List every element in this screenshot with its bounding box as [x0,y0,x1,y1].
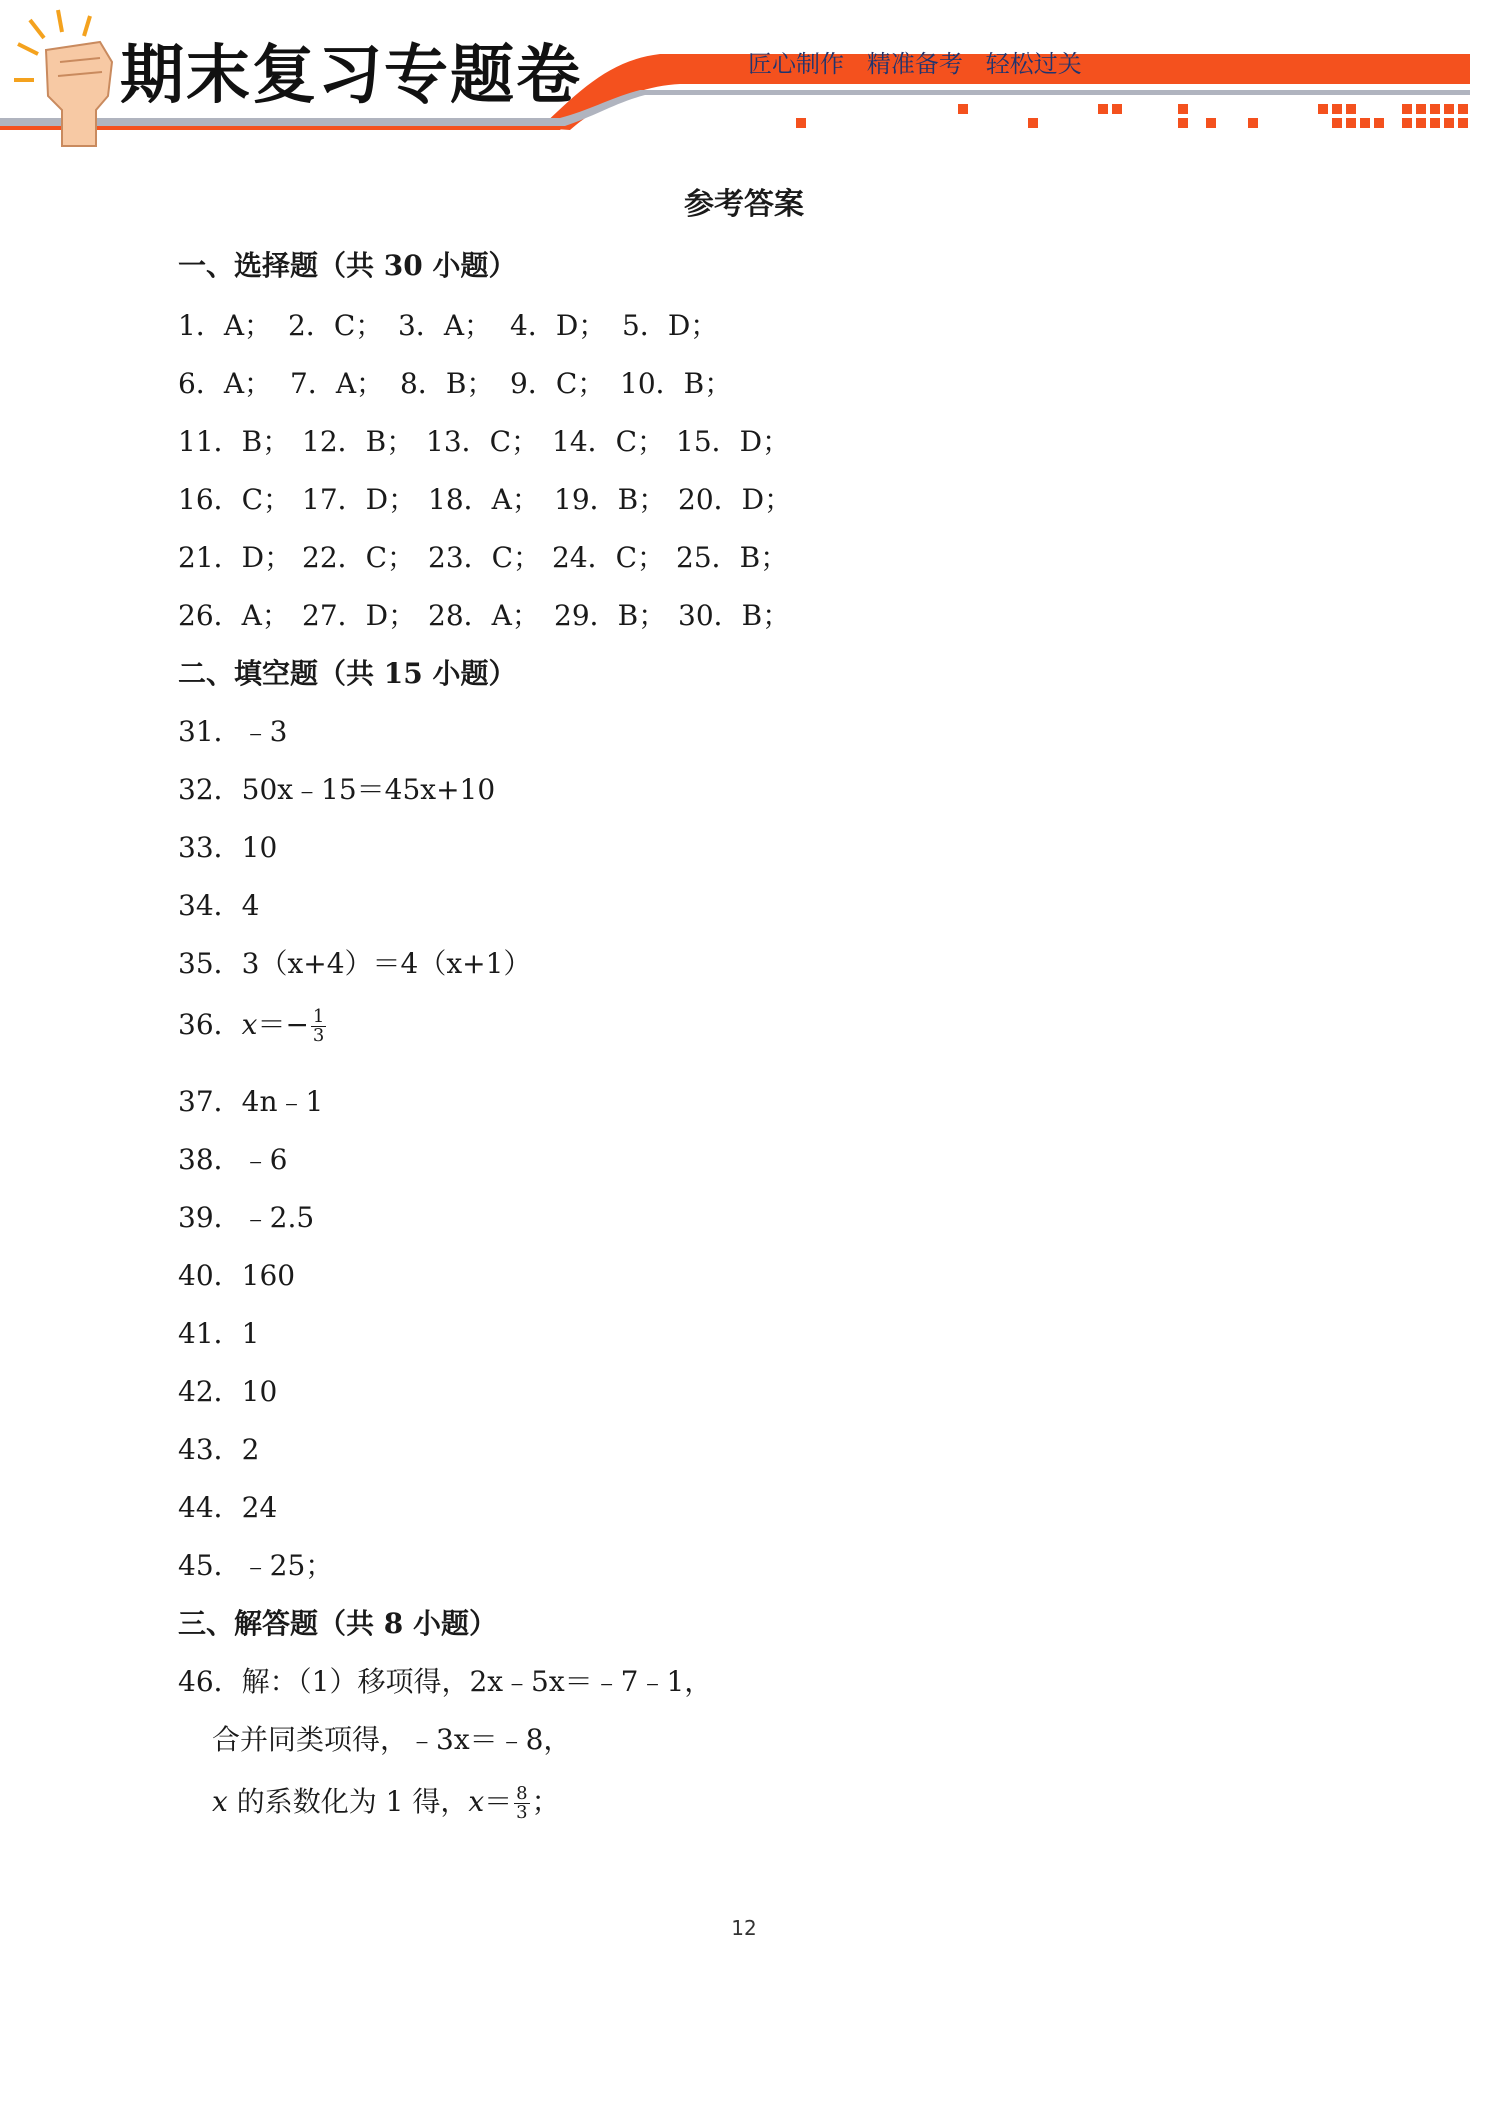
mcq-answer: 1．A； [178,309,273,342]
fill-answer: 35．3（x+4）＝4（x+1） [178,947,532,980]
answer-number: 36． [178,1008,242,1041]
fraction [514,1785,529,1822]
mcq-answer: 20．D； [678,483,793,516]
mcq-answer: 17．D； [302,483,417,516]
mcq-answer: 6．A； [178,367,273,400]
mcq-answer: 22．C； [302,541,416,574]
mcq-answer: 11．B； [178,425,291,458]
fill-answer: 34．4 [178,889,260,922]
mcq-answer: 21．D； [178,541,293,574]
mcq-answer: 16．C； [178,483,292,516]
mcq-answer: 24．C； [552,541,666,574]
mcq-answer: 4．D； [510,309,607,342]
fraction [311,1008,326,1045]
header-banner [0,0,1488,160]
fill-answer: 43．2 [178,1433,260,1466]
fraction-numerator: 1 [312,1006,325,1027]
banner-slogan: 匠心制作 精准备考 轻松过关 [748,50,1082,78]
math-suffix: ； [531,1785,560,1818]
mcq-answer: 12．B； [302,425,415,458]
math-variable: x [468,1785,485,1818]
mcq-answer: 14．C； [552,425,666,458]
mcq-answer: 2．C； [288,309,384,342]
mcq-answer: 29．B； [554,599,667,632]
page-number: 12 [731,1916,757,1940]
decorative-dots [796,104,1468,128]
solution-line: 合并同类项得，﹣3x＝﹣8， [212,1723,572,1756]
fill-answer: 37．4n﹣1 [178,1085,324,1118]
math-variable: x [241,1008,258,1041]
mcq-answer: 18．A； [428,483,540,516]
mcq-answer: 3．A； [398,309,493,342]
mcq-answer: 23．C； [428,541,542,574]
math-variable: x [212,1785,228,1818]
mcq-answer: 13．C； [426,425,540,458]
mcq-answer: 25．B； [676,541,789,574]
section-heading-mcq: 一、选择题（共 30 小题） [178,249,517,282]
fill-answer: 42．10 [178,1375,278,1408]
fill-answer: 33．10 [178,831,278,864]
mcq-answer: 5．D； [622,309,719,342]
fill-answer: 39．﹣2.5 [178,1201,315,1234]
fill-answer: 40．160 [178,1259,296,1292]
fill-answer: 32．50x﹣15＝45x+10 [178,773,496,806]
fraction-denominator: 3 [516,1802,528,1823]
solution-line-fraction [212,1780,560,1824]
fill-answer-fraction [178,1004,328,1046]
fill-answer: 41．1 [178,1317,260,1350]
mcq-answer: 15．D； [676,425,791,458]
solution-text: 的系数化为 1 得， [236,1785,469,1818]
solution-line: 46．解：（1）移项得，2x﹣5x＝﹣7﹣1， [178,1665,713,1698]
mcq-answer: 7．A； [290,367,385,400]
fill-answer: 31．﹣3 [178,715,288,748]
fill-answer: 38．﹣6 [178,1143,288,1176]
fill-answer: 45．﹣25； [178,1549,334,1582]
fraction-denominator: 3 [312,1025,325,1046]
banner-title: 期末复习专题卷 [120,39,582,113]
mcq-answer: 10．B； [620,367,733,400]
mcq-answer: 27．D； [302,599,417,632]
fraction-numerator: 8 [516,1783,528,1804]
page-title: 参考答案 [684,187,804,222]
mcq-answer: 19．B； [554,483,667,516]
mcq-answer: 8．B； [400,367,495,400]
section-heading-solve: 三、解答题（共 8 小题） [178,1607,497,1640]
math-relation: ＝− [257,1008,309,1041]
mcq-answer: 9．C； [510,367,606,400]
fill-answer: 44．24 [178,1491,278,1524]
section-heading-fill: 二、填空题（共 15 小题） [178,657,517,690]
mcq-answer: 28．A； [428,599,540,632]
math-relation: ＝ [484,1785,513,1818]
mcq-answer: 30．B； [678,599,791,632]
mcq-answer: 26．A； [178,599,290,632]
